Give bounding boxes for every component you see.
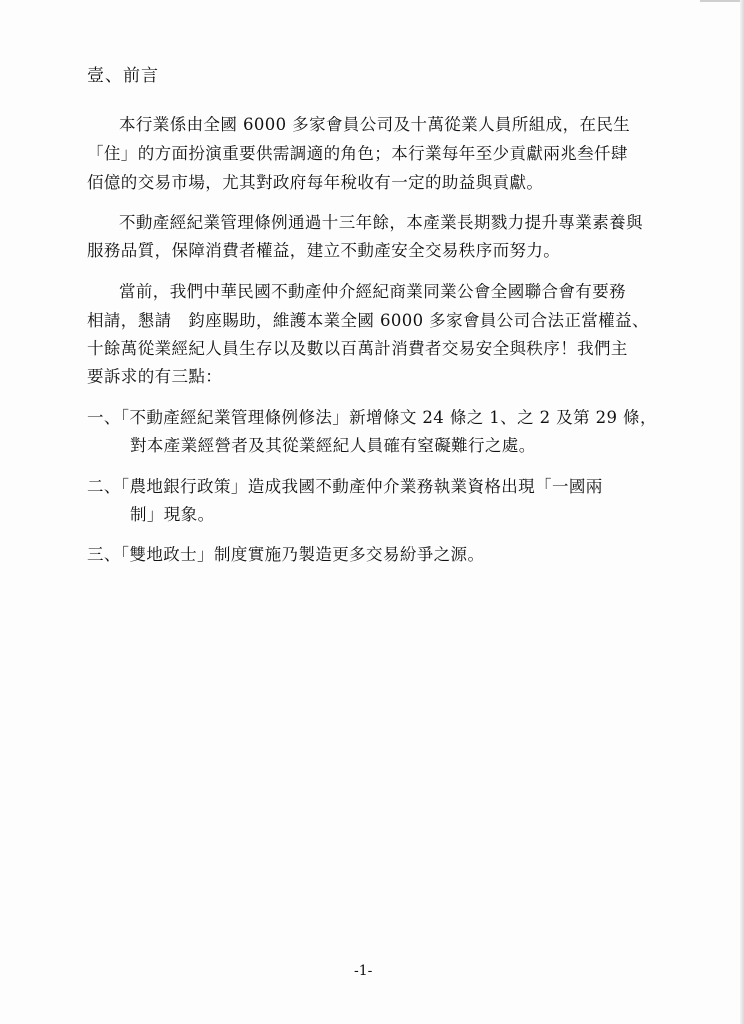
list-item-3-line-1: 三、「雙地政士」制度實施乃製造更多交易紛爭之源。 <box>87 545 485 564</box>
scan-edge-line <box>700 0 744 2</box>
list-item-1-line-2: 對本產業經營者及其從業經紀人員確有窒礙難行之處。 <box>130 436 536 455</box>
paragraph-2-line-2: 服務品質，保障消費者權益，建立不動產安全交易秩序而努力。 <box>87 241 561 260</box>
paragraph-3-line-4: 要訴求的有三點： <box>87 367 223 386</box>
paragraph-3-line-1: 當前，我們中華民國不動產仲介經紀商業同業公會全國聯合會有要務 <box>119 282 626 301</box>
list-item-1-line-1: 一、「不動產經紀業管理條例修法」新增條文 24 條之 1、之 2 及第 29 條， <box>87 408 657 427</box>
paragraph-1-line-3: 佰億的交易市場，尤其對政府每年稅收有一定的助益與貢獻。 <box>87 173 544 192</box>
paragraph-3-line-3: 十餘萬從業經紀人員生存以及數以百萬計消費者交易安全與秩序！我們主 <box>87 339 628 358</box>
paragraph-2-line-1: 不動產經紀業管理條例通過十三年餘，本產業長期戮力提升專業素養與 <box>119 213 643 232</box>
paragraph-1-line-2: 「住」的方面扮演重要供需調適的角色；本行業每年至少貢獻兩兆叁仟肆 <box>87 144 628 163</box>
list-item-2-line-1: 二、「農地銀行政策」造成我國不動產仲介業務執業資格出現「一國兩 <box>87 477 603 496</box>
list-item-2-line-2: 制」現象。 <box>130 505 215 524</box>
paragraph-1-line-1: 本行業係由全國 6000 多家會員公司及十萬從業人員所組成，在民生 <box>119 115 631 134</box>
page-number: -1- <box>354 963 373 979</box>
scan-page-edge <box>740 0 744 1024</box>
section-heading: 壹、前言 <box>87 66 159 86</box>
paragraph-3-line-2: 相請，懇請 鈞座賜助，維護本業全國 6000 多家會員公司合法正當權益、 <box>87 311 649 330</box>
